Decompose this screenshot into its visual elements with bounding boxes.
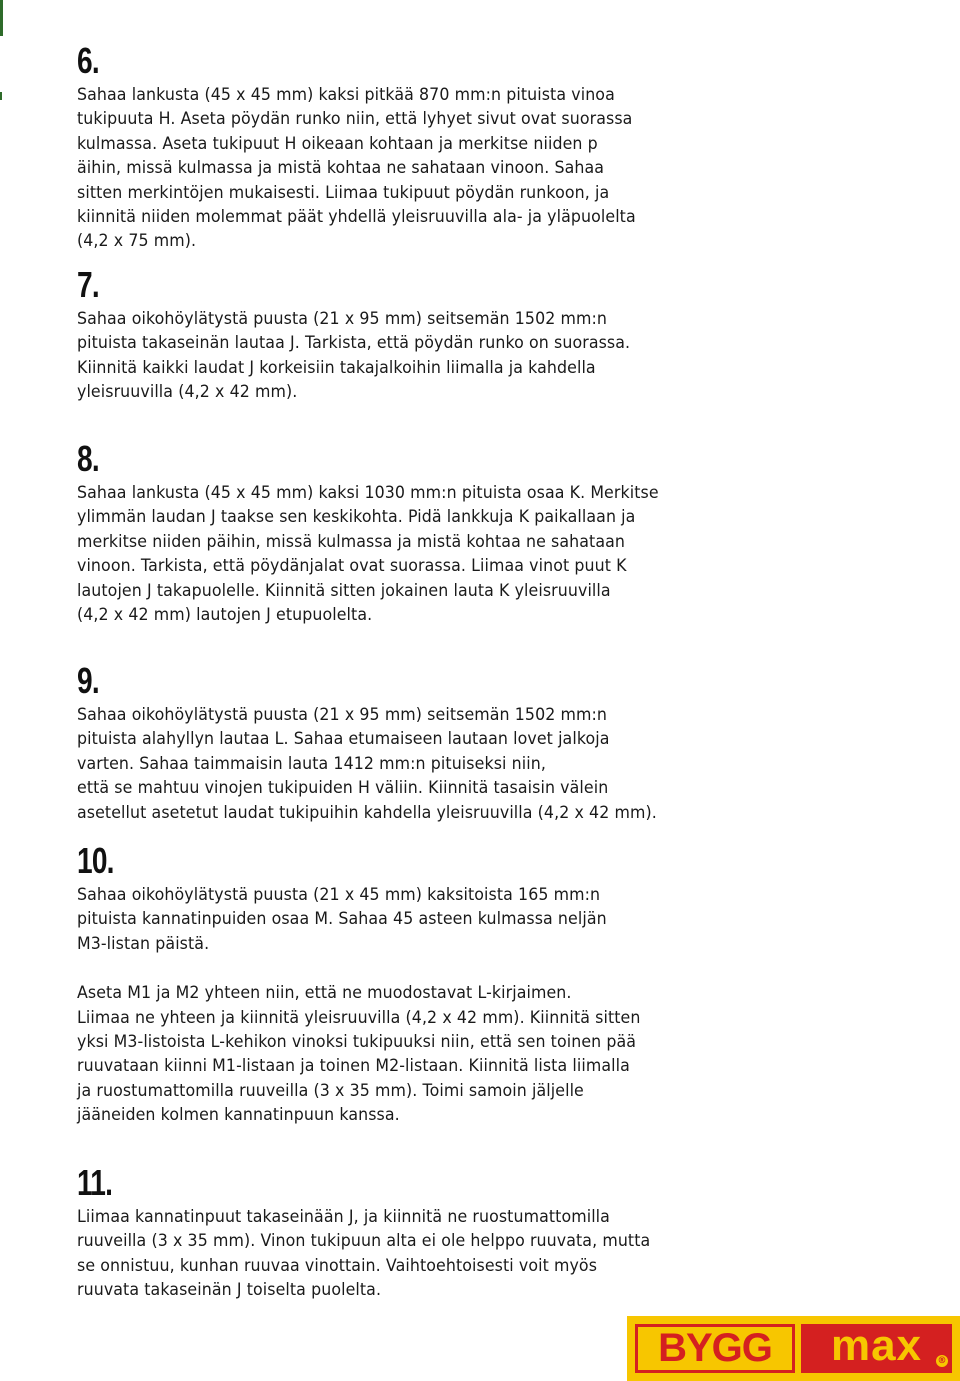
registered-trademark-icon: ® xyxy=(937,1356,947,1366)
edge-color-mark xyxy=(0,0,3,36)
step-instructions: Sahaa oikohöylätystä puusta (21 x 45 mm) kaksitoista 165 mm:n pituista kannatinpuiden osaa M. Sahaa 45 asteen kulmassa neljän M3-listan päistä. xyxy=(77,885,607,954)
step-number: 11. xyxy=(77,1162,113,1203)
step-10 xyxy=(77,842,737,1128)
step-instructions: Liimaa kannatinpuut takaseinään J, ja kiinnitä ne ruostumattomilla ruuveilla (3 x 35 mm). Vinon tukipuun alta ei ole helppo ruuvata, mutta se onnistuu, kunhan ruuvaa vinottain. Vaihtoehtoisesti voit myös ruuvata takaseinän J toiselta puolelta. xyxy=(77,1207,651,1301)
step-number: 6. xyxy=(77,40,99,81)
logo-max-text: max xyxy=(830,1321,923,1370)
step-number: 9. xyxy=(77,660,99,701)
byggmax-logo xyxy=(627,1316,960,1381)
logo-max-block xyxy=(801,1321,952,1373)
step-number: 10. xyxy=(77,840,114,881)
step-6 xyxy=(77,42,737,254)
step-number: 7. xyxy=(77,264,99,305)
logo-bygg-block xyxy=(635,1324,795,1373)
edge-color-mark-small xyxy=(0,92,2,100)
step-11 xyxy=(77,1164,737,1303)
step-instructions: Sahaa oikohöylätystä puusta (21 x 95 mm) seitsemän 1502 mm:n pituista takaseinän lautaa J. Tarkista, että pöydän runko on suorassa. Kiinnitä kaikki laudat J korkeisiin takajalkoihin liimalla ja kahdella yleisruuvilla (4,2 x 42 mm). xyxy=(77,309,631,403)
step-instructions-continued: Aseta M1 ja M2 yhteen niin, että ne muodostavat L-kirjaimen. Liimaa ne yhteen ja kiinnitä yleisruuvilla (4,2 x 42 mm). Kiinnitä sitten yksi M3-listoista L-kehikon vinoksi tukipuuksi niin, että sen toinen pää ruuvataan kiinni M1-listaan ja toinen M2-listaan. Kiinnitä lista liimalla ja ruostumattomilla ruuveilla (3 x 35 mm). Toimi samoin jäljelle jääneiden kolmen kannatinpuun kanssa. xyxy=(77,983,641,1126)
step-number: 8. xyxy=(77,438,99,479)
logo-bygg-text: BYGG xyxy=(658,1326,772,1370)
step-instructions: Sahaa lankusta (45 x 45 mm) kaksi 1030 mm:n pituista osaa K. Merkitse ylimmän laudan J taakse sen keskikohta. Pidä lankkuja K paikallaan ja merkitse niiden päihin, missä kulmassa ja mistä kohtaa ne sahataan vinoon. Tarkista, että pöydänjalat ovat suorassa. Liimaa vinot puut K lautojen J takapuolelle. Kiinnitä sitten jokainen lauta K yleisruuvilla (4,2 x 42 mm) lautojen J etupuolelta. xyxy=(77,483,659,626)
step-instructions: Sahaa oikohöylätystä puusta (21 x 95 mm) seitsemän 1502 mm:n pituista alahyllyn lautaa L. Sahaa etumaiseen lautaan lovet jalkoja varten. Sahaa taimmaisin lauta 1412 mm:n pituiseksi niin, että se mahtuu vinojen tukipuiden H väliin. Kiinnitä tasaisin välein asetellut asetetut laudat tukipuihin kahdella yleisruuvilla (4,2 x 42 mm). xyxy=(77,705,657,823)
step-8 xyxy=(77,440,737,627)
step-7 xyxy=(77,266,737,405)
step-9 xyxy=(77,662,737,825)
step-instructions: Sahaa lankusta (45 x 45 mm) kaksi pitkää 870 mm:n pituista vinoa tukipuuta H. Aseta pöydän runko niin, että lyhyet sivut ovat suorassa kulmassa. Aseta tukipuut H oikeaan kohtaan ja merkitse niiden p äihin, missä kulmassa ja mistä kohtaa ne sahataan vinoon. Sahaa sitten merkintöjen mukaisesti. Liimaa tukipuut pöydän runkoon, ja kiinnitä niiden molemmat päät yhdellä yleisruuvilla ala- ja yläpuolelta (4,2 x 75 mm). xyxy=(77,85,636,252)
